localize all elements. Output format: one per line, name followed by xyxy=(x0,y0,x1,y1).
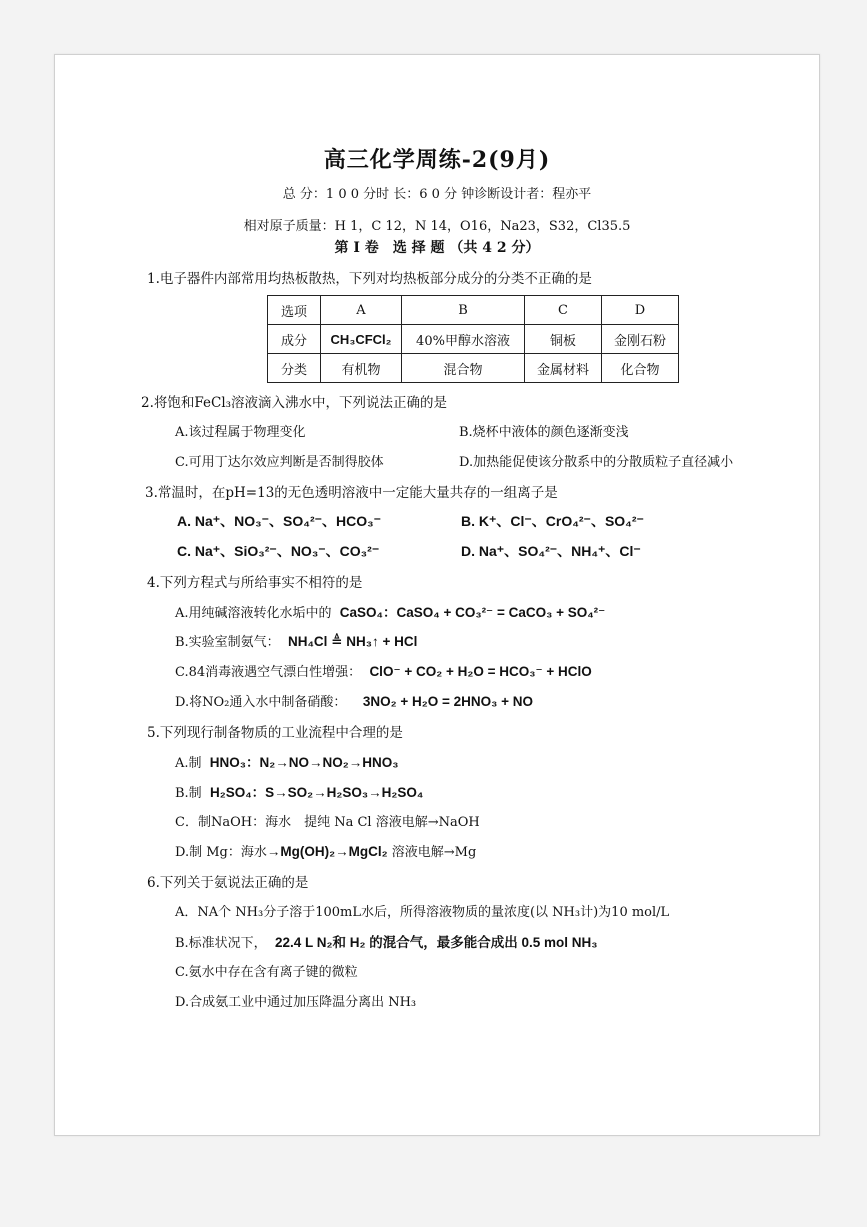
equation: H₂SO₄：S→SO₂→H₂SO₃→H₂SO₄ xyxy=(209,785,424,800)
table-cell: D xyxy=(602,296,679,325)
question-6-option-c: C.氨水中存在含有离子键的微粒 xyxy=(175,965,358,980)
question-3-option-b: B. K⁺、Cl⁻、CrO₄²⁻、SO₄²⁻ xyxy=(461,513,644,529)
section-heading: 第 I 卷 选 择 题 （共 4 2 分） xyxy=(334,240,540,256)
question-3-option-d: D. Na⁺、SO₄²⁻、NH₄⁺、Cl⁻ xyxy=(461,543,641,559)
equation: HNO₃：N₂→NO→NO₂→HNO₃ xyxy=(209,755,399,770)
table-cell: C xyxy=(525,296,602,325)
question-4-option-a xyxy=(175,601,605,621)
table-cell: B xyxy=(402,296,525,325)
table-cell: 化合物 xyxy=(602,354,679,383)
table-row xyxy=(268,354,679,383)
table-cell: 成分 xyxy=(268,325,321,354)
table-cell: CH₃CFCl₂ xyxy=(321,325,402,354)
table-cell: 金属材料 xyxy=(525,354,602,383)
question-5-option-b xyxy=(175,781,423,801)
question-5-option-a xyxy=(175,751,399,771)
table-cell: 选项 xyxy=(268,296,321,325)
question-5-option-d xyxy=(175,841,476,860)
question-2-stem: 2.将饱和FeCl₃溶液滴入沸水中，下列说法正确的是 xyxy=(141,395,448,411)
atomic-masses: 相对原子质量：H 1，C 12，N 14，O16，Na23，S32，Cl35.5 xyxy=(243,219,631,234)
question-3-option-a: A. Na⁺、NO₃⁻、SO₄²⁻、HCO₃⁻ xyxy=(177,513,381,529)
exam-meta: 总 分：1 0 0 分时 长：6 0 分 钟诊断设计者：程亦平 xyxy=(282,187,592,202)
question-5-option-c: C．制NaOH：海水 提纯 Na Cl 溶液电解→NaOH xyxy=(175,815,480,830)
question-2-option-c: C.可用丁达尔效应判断是否制得胶体 xyxy=(175,455,384,470)
question-6-option-d: D.合成氨工业中通过加压降温分离出 NH₃ xyxy=(175,995,417,1010)
table-cell: 有机物 xyxy=(321,354,402,383)
question-4-stem: 4.下列方程式与所给事实不相符的是 xyxy=(147,575,363,591)
option-label: B.制 xyxy=(175,786,202,801)
equation: ClO⁻ + CO₂ + H₂O = HCO₃⁻ + HClO xyxy=(369,664,592,679)
question-6-option-a: A．NA个 NH₃分子溶于100mL水后，所得溶液物质的量浓度(以 NH₃计)为10 mol/L xyxy=(175,905,670,920)
option-label: D.将NO₂通入水中制备硝酸： xyxy=(175,695,347,710)
option-label: A.制 xyxy=(175,756,202,771)
question-2-option-d: D.加热能促使该分散系中的分散质粒子直径减小 xyxy=(459,455,734,470)
equation: NH₄Cl ≜ NH₃↑ + HCl xyxy=(287,634,418,649)
question-5-stem: 5.下列现行制备物质的工业流程中合理的是 xyxy=(147,725,403,741)
table-cell: 混合物 xyxy=(402,354,525,383)
option-tail: 溶液电解→Mg xyxy=(391,845,477,860)
table-cell: 铜板 xyxy=(525,325,602,354)
equation: 22.4 L N₂和 H₂ 的混合气，最多能合成出 0.5 mol NH₃ xyxy=(274,935,598,950)
table-row xyxy=(268,296,679,325)
option-label: B.实验室制氨气： xyxy=(175,635,280,650)
equation: CaSO₄：CaSO₄ + CO₃²⁻ = CaCO₃ + SO₄²⁻ xyxy=(339,605,606,620)
exam-paper xyxy=(54,54,820,1136)
table-row xyxy=(268,325,679,354)
question-4-option-b xyxy=(175,631,417,650)
table-cell: A xyxy=(321,296,402,325)
page-title: 高三化学周练-2(9月) xyxy=(323,147,551,173)
option-label: A.用纯碱溶液转化水垢中的 xyxy=(175,606,332,621)
question-1-table xyxy=(267,295,679,383)
question-3-stem: 3.常温时，在pH=13的无色透明溶液中一定能大量共存的一组离子是 xyxy=(145,485,558,501)
option-label: C.84消毒液遇空气漂白性增强： xyxy=(175,665,362,680)
equation: →Mg(OH)₂→MgCl₂ xyxy=(266,844,388,859)
table-cell: 分类 xyxy=(268,354,321,383)
question-4-option-d xyxy=(175,691,533,710)
table-cell: 40%甲醇水溶液 xyxy=(402,325,525,354)
option-label: D.制 Mg：海水 xyxy=(175,845,267,860)
equation: 3NO₂ + H₂O = 2HNO₃ + NO xyxy=(362,694,534,709)
question-1-stem: 1.电子器件内部常用均热板散热，下列对均热板部分成分的分类不正确的是 xyxy=(147,271,592,287)
option-label: B.标准状况下， xyxy=(175,936,267,951)
question-6-stem: 6.下列关于氨说法正确的是 xyxy=(147,875,309,891)
question-2-option-a: A.该过程属于物理变化 xyxy=(175,425,306,440)
question-2-option-b: B.烧杯中液体的颜色逐渐变浅 xyxy=(459,425,629,440)
question-4-option-c xyxy=(175,661,592,680)
table-cell: 金刚石粉 xyxy=(602,325,679,354)
question-3-option-c: C. Na⁺、SiO₃²⁻、NO₃⁻、CO₃²⁻ xyxy=(177,543,380,559)
question-6-option-b xyxy=(175,931,598,951)
